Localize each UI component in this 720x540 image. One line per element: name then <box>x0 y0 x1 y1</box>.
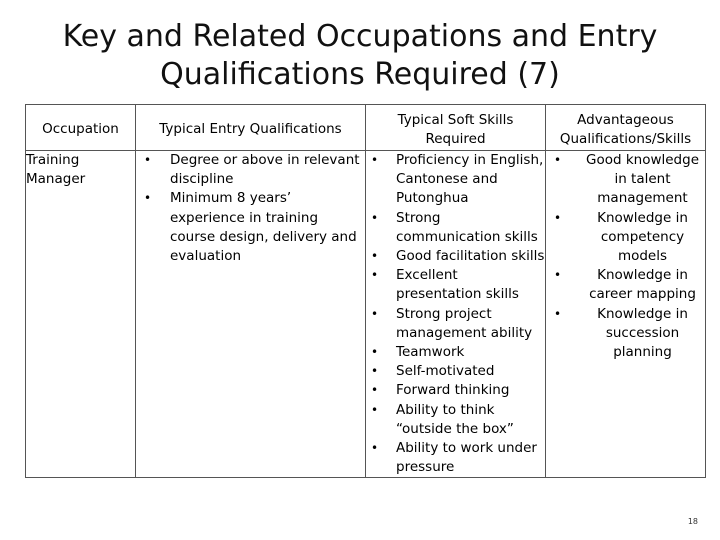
table-header-row <box>26 105 706 151</box>
list-item <box>366 247 545 266</box>
bullet-icon: • <box>371 441 379 456</box>
list-item <box>546 209 705 267</box>
bullet-icon: • <box>554 210 562 225</box>
list-item-text: Good knowledge in talent management <box>585 152 700 207</box>
list-item <box>366 439 545 477</box>
list-item <box>546 266 705 304</box>
bullet-icon: • <box>371 268 379 283</box>
header-soft-skills: Typical Soft Skills Required <box>366 105 546 151</box>
list-item-text: Good facilitation skills <box>396 248 545 265</box>
list-item-text: Knowledge in competency models <box>597 209 688 265</box>
bullet-icon: • <box>554 153 562 167</box>
list-item-text: Teamwork <box>396 344 465 361</box>
header-advantageous: Advantageous Qualifications/Skills <box>546 105 706 151</box>
list-item-text: Proficiency in English, Cantonese and Putonghua <box>396 152 544 207</box>
list-item-text: Ability to work under pressure <box>396 440 537 476</box>
soft-skills-list <box>366 151 545 477</box>
list-item-text: Minimum 8 years’ experience in training course design, delivery and evaluation <box>170 190 357 265</box>
bullet-icon: • <box>144 153 152 167</box>
bullet-icon: • <box>371 306 379 321</box>
list-item-text: Degree or above in relevant discipline <box>170 152 360 188</box>
bullet-icon: • <box>371 402 379 417</box>
list-item-text: Strong communication skills <box>396 209 538 245</box>
bullet-icon: • <box>371 249 379 264</box>
header-entry-qualifications: Typical Entry Qualifications <box>136 105 366 151</box>
page-number: 18 <box>687 517 698 526</box>
slide-title <box>0 18 720 94</box>
bullet-icon: • <box>554 268 562 283</box>
advantageous-list <box>546 151 705 362</box>
list-item <box>366 305 545 343</box>
list-item <box>366 401 545 439</box>
list-item <box>366 362 545 381</box>
list-item <box>136 151 365 189</box>
entry-qualifications-list <box>136 151 365 266</box>
list-item-text: Forward thinking <box>396 382 510 399</box>
title-line-1: Key and Related Occupations and Entry <box>62 19 658 54</box>
bullet-icon: • <box>371 210 379 225</box>
list-item <box>136 189 365 266</box>
list-item <box>366 151 545 209</box>
list-item <box>546 305 705 363</box>
list-item <box>366 266 545 304</box>
table-row <box>26 151 706 478</box>
list-item-text: Excellent presentation skills <box>396 267 519 303</box>
bullet-icon: • <box>371 364 379 379</box>
title-line-2: Qualifications Required (7) <box>160 57 560 92</box>
cell-advantageous <box>546 151 706 478</box>
occupations-table <box>25 104 706 478</box>
list-item-text: Self-motivated <box>396 363 495 380</box>
list-item <box>546 151 705 209</box>
list-item <box>366 343 545 362</box>
cell-soft-skills <box>366 151 546 478</box>
header-occupation: Occupation <box>26 105 136 151</box>
bullet-icon: • <box>371 153 379 167</box>
bullet-icon: • <box>371 345 379 360</box>
list-item <box>366 209 545 247</box>
cell-occupation: Training Manager <box>26 151 136 478</box>
cell-entry-qualifications <box>136 151 366 478</box>
list-item <box>366 381 545 400</box>
bullet-icon: • <box>371 383 379 398</box>
list-item-text: Knowledge in career mapping <box>589 267 696 303</box>
list-item-text: Ability to think “outside the box” <box>396 401 514 437</box>
list-item-text: Knowledge in succession planning <box>597 305 688 361</box>
list-item-text: Strong project management ability <box>396 305 533 341</box>
bullet-icon: • <box>554 306 562 321</box>
bullet-icon: • <box>144 191 152 206</box>
